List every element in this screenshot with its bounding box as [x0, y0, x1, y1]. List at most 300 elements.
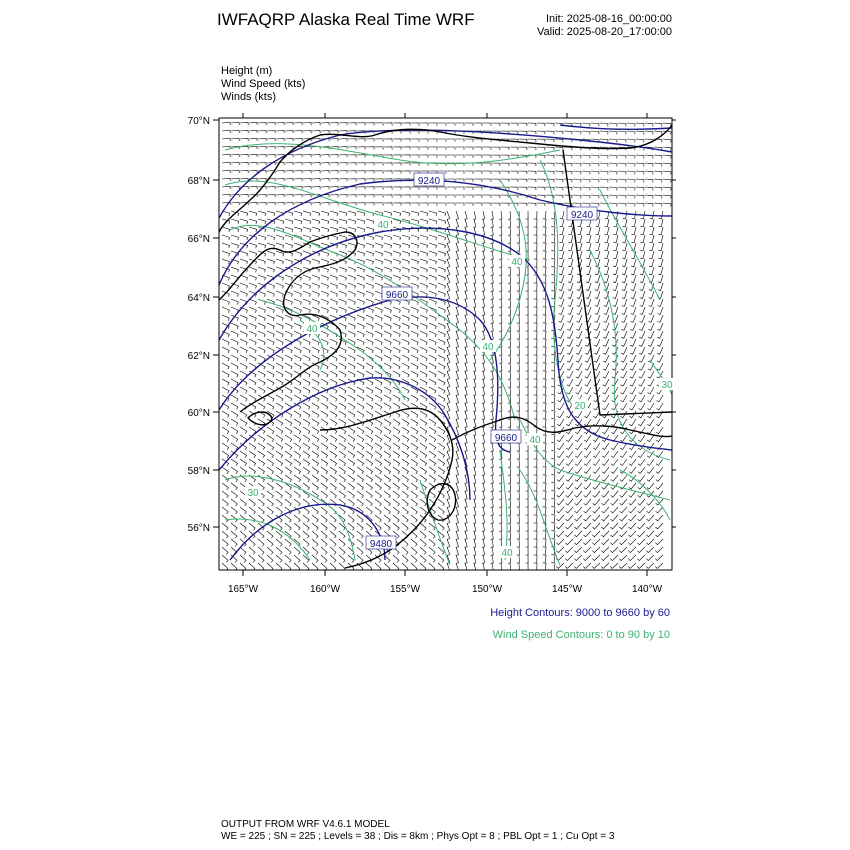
- wind-barb: [294, 363, 301, 369]
- wind-barb: [384, 203, 392, 206]
- wind-barb: [411, 243, 419, 248]
- wind-barb: [249, 299, 256, 305]
- wind-barb: [559, 259, 564, 267]
- wind-barb: [456, 259, 459, 268]
- wind-barb: [508, 315, 511, 323]
- wind-barb: [258, 307, 265, 313]
- wind-barb: [384, 259, 392, 264]
- wind-barb: [420, 147, 428, 150]
- wind-barb: [656, 427, 663, 434]
- wind-barb: [551, 283, 555, 291]
- wind-barb: [420, 523, 426, 530]
- wind-barb: [640, 283, 645, 291]
- wind-barb: [648, 379, 654, 386]
- wind-barb: [375, 163, 383, 166]
- wind-barb: [303, 211, 311, 216]
- wind-barb: [402, 491, 408, 498]
- wind-barb: [258, 315, 265, 321]
- wind-barb: [402, 267, 410, 272]
- wind-barb: [629, 507, 636, 513]
- wind-barb: [456, 291, 459, 300]
- wind-barb: [231, 130, 239, 133]
- wind-barb: [645, 203, 653, 207]
- wind-barb: [420, 555, 426, 562]
- wind-barb: [639, 339, 645, 346]
- wind-barb: [258, 130, 266, 133]
- wind-barb: [647, 459, 654, 466]
- wind-barb: [613, 283, 618, 291]
- wind-barb: [618, 163, 626, 166]
- wind-barb: [645, 187, 653, 191]
- wind-barb: [393, 499, 399, 506]
- wind-barb: [482, 435, 485, 443]
- wind-barb: [285, 122, 293, 125]
- wind-barb: [447, 267, 450, 276]
- wind-barb: [240, 331, 247, 337]
- wind-barb: [348, 459, 355, 466]
- wind-barb: [465, 299, 468, 308]
- wind-barb: [393, 259, 401, 264]
- wind-barb: [348, 411, 355, 418]
- wind-barb: [543, 467, 546, 475]
- wind-barb: [456, 331, 459, 340]
- wind-barb: [573, 171, 581, 174]
- wind-barb: [491, 475, 494, 483]
- wind-barb: [249, 395, 256, 401]
- wind-barb: [473, 251, 476, 260]
- wind-barb: [658, 307, 663, 315]
- wind-barb: [339, 171, 347, 174]
- wind-barb: [569, 227, 574, 235]
- wind-barb: [551, 267, 555, 275]
- wind-barb: [420, 259, 428, 264]
- wind-barb: [543, 491, 546, 499]
- wind-barb: [551, 475, 555, 483]
- wind-barb: [456, 387, 459, 396]
- wind-barb: [641, 219, 645, 227]
- wind-barb: [321, 491, 327, 498]
- wind-barb: [285, 411, 292, 418]
- wind-barb: [551, 227, 555, 235]
- wind-barb: [348, 299, 355, 305]
- wind-barb: [499, 219, 502, 227]
- wind-barb: [483, 171, 491, 174]
- wind-barb: [312, 515, 318, 522]
- wind-barb: [525, 555, 528, 563]
- wind-barb: [658, 243, 663, 251]
- wind-barb: [575, 435, 582, 442]
- wind-barb: [473, 331, 476, 340]
- wind-barb: [456, 547, 459, 556]
- wind-barb: [294, 347, 301, 353]
- wind-barb: [560, 227, 565, 235]
- wind-barb: [240, 194, 248, 197]
- wind-barb: [249, 162, 257, 165]
- wind-barb: [411, 467, 418, 474]
- wind-barb: [534, 387, 537, 395]
- wind-barb: [575, 467, 582, 473]
- wind-barb: [473, 459, 476, 468]
- wind-barb: [456, 283, 459, 292]
- wind-barb: [393, 443, 400, 450]
- wind-barb: [620, 499, 627, 505]
- wind-barb: [585, 363, 591, 370]
- wind-barb: [339, 163, 347, 166]
- wind-barb: [618, 139, 626, 142]
- wind-barb: [631, 243, 636, 251]
- wind-barb: [508, 467, 511, 475]
- wind-barb: [525, 355, 528, 363]
- wind-barb: [499, 267, 502, 275]
- wind-barb: [594, 323, 600, 330]
- wind-barb: [648, 395, 654, 402]
- wind-barb: [231, 555, 237, 562]
- wind-barb: [559, 299, 564, 307]
- wind-barb: [631, 235, 636, 243]
- wind-barb: [384, 339, 391, 345]
- wind-barb: [285, 243, 293, 248]
- wind-barb: [551, 379, 555, 387]
- wind-barb: [655, 539, 663, 545]
- wind-barb: [285, 371, 292, 377]
- wind-barb: [555, 155, 563, 158]
- wind-barb: [491, 243, 494, 251]
- wind-barb: [525, 315, 528, 323]
- wind-barb: [267, 547, 273, 554]
- wind-barb: [482, 523, 485, 531]
- wind-barb: [465, 435, 468, 444]
- wind-barb: [357, 483, 363, 490]
- wind-barb: [482, 387, 485, 395]
- wind-barb: [612, 355, 618, 362]
- wind-barb: [366, 179, 374, 182]
- wind-barb: [249, 323, 256, 329]
- wind-barb: [366, 251, 374, 256]
- height-contour-line: [230, 504, 385, 560]
- wind-barb: [465, 267, 468, 276]
- wind-barb: [339, 491, 345, 498]
- wind-barb: [339, 323, 346, 329]
- wind-barb: [294, 515, 300, 522]
- wind-barb: [657, 339, 663, 346]
- wind-barb: [276, 355, 283, 361]
- wind-barb: [499, 515, 502, 523]
- wind-barb: [267, 186, 275, 189]
- wind-barb: [473, 347, 476, 356]
- wind-barb: [543, 395, 546, 403]
- wind-barb: [534, 211, 537, 219]
- wind-barb: [456, 403, 459, 412]
- wind-barb: [231, 202, 239, 205]
- wind-barb: [447, 379, 450, 388]
- wind-barb: [330, 155, 338, 158]
- wind-barb: [267, 194, 275, 197]
- wind-barb: [658, 235, 663, 243]
- wind-barb: [604, 251, 609, 259]
- wind-barb: [465, 371, 468, 380]
- wind-barb: [312, 523, 318, 530]
- wind-barb: [517, 235, 520, 243]
- wind-barb: [595, 291, 600, 299]
- wind-barb: [473, 451, 476, 460]
- wind-barb: [525, 323, 528, 331]
- wind-barb: [294, 563, 300, 571]
- wind-barb: [303, 219, 311, 224]
- wind-barb: [411, 131, 419, 134]
- wind-barb: [303, 291, 310, 297]
- wind-barb: [267, 331, 274, 337]
- wind-barb: [375, 515, 381, 522]
- wind-barb: [582, 195, 590, 198]
- wind-barb: [525, 531, 528, 539]
- wind-barb: [603, 323, 609, 330]
- wind-barb: [294, 395, 301, 401]
- wind-barb: [438, 563, 444, 571]
- wind-barb: [231, 291, 238, 297]
- wind-barb: [321, 283, 329, 289]
- wind-barb: [534, 323, 537, 331]
- wind-barb: [482, 491, 485, 499]
- wind-barb: [267, 395, 274, 401]
- wind-barb: [602, 523, 610, 529]
- wind-barb: [276, 331, 283, 337]
- wind-barb: [564, 155, 572, 158]
- wind-barb: [537, 131, 545, 134]
- lon-label: 145°W: [551, 584, 583, 595]
- wind-barb: [575, 411, 582, 418]
- wind-barb: [639, 379, 645, 386]
- wind-barb: [312, 187, 320, 190]
- wind-barb: [420, 507, 426, 514]
- wind-barb: [411, 307, 418, 313]
- wind-barb: [519, 203, 527, 206]
- wind-barb: [321, 347, 328, 353]
- wind-barb: [537, 203, 545, 206]
- wind-barb: [447, 147, 455, 150]
- wind-barb: [482, 403, 485, 411]
- wind-barb: [638, 515, 645, 521]
- wind-barb: [551, 443, 555, 451]
- wind-barb: [474, 123, 482, 126]
- wind-barb: [638, 459, 645, 466]
- wind-barb: [465, 395, 468, 404]
- wind-barb: [510, 179, 518, 182]
- wind-barb: [375, 235, 383, 240]
- wind-barb: [384, 355, 391, 361]
- wind-barb: [222, 186, 230, 189]
- wind-barb: [402, 331, 409, 337]
- wind-barb: [411, 547, 417, 554]
- wind-barb: [603, 339, 609, 346]
- wind-barb: [240, 219, 248, 224]
- wind-barb: [357, 491, 363, 498]
- wind-barb: [557, 491, 564, 497]
- wind-barb: [348, 275, 356, 280]
- wind-barb: [447, 539, 450, 548]
- wind-barb: [375, 355, 382, 361]
- wind-barb: [551, 251, 555, 259]
- wind-barb: [330, 307, 337, 313]
- wind-barb: [222, 515, 228, 522]
- wind-barb: [276, 291, 283, 297]
- wind-barb: [659, 211, 663, 219]
- wind-barb: [222, 523, 228, 530]
- wind-barb: [366, 147, 374, 150]
- wind-barb: [499, 467, 502, 475]
- wind-barb: [312, 219, 320, 224]
- wind-barb: [411, 419, 418, 426]
- wind-barb: [276, 122, 284, 125]
- wind-barb: [604, 235, 609, 243]
- wind-barb: [231, 122, 239, 125]
- wind-barb: [499, 395, 502, 403]
- wind-barb: [465, 187, 473, 190]
- wind-barb: [528, 163, 536, 166]
- wind-barb: [348, 283, 356, 289]
- wind-barb: [429, 291, 436, 297]
- wind-barb: [575, 451, 582, 458]
- wind-barb: [231, 307, 238, 313]
- wind-barb: [483, 179, 491, 182]
- wind-barb: [595, 251, 600, 259]
- wind-barb: [640, 243, 645, 251]
- wind-barb: [465, 539, 468, 548]
- wind-barb: [551, 291, 555, 299]
- wind-barb: [411, 395, 418, 401]
- wind-barb: [276, 483, 282, 490]
- wind-barb: [612, 347, 618, 354]
- wind-barb: [258, 435, 265, 442]
- wind-barb: [557, 443, 564, 450]
- wind-barb: [567, 323, 573, 330]
- wind-barb: [528, 179, 536, 182]
- wind-barb: [312, 211, 320, 216]
- wind-barb: [482, 227, 485, 235]
- wind-barb: [620, 507, 627, 513]
- wind-barb: [312, 459, 319, 466]
- wind-barb: [348, 123, 356, 126]
- wind-barb: [456, 179, 464, 182]
- wind-barb: [525, 275, 528, 283]
- wind-barb: [339, 403, 346, 409]
- wind-barb: [551, 499, 555, 507]
- wind-barb: [627, 203, 635, 206]
- wind-barb: [393, 347, 400, 353]
- wind-barb: [285, 523, 291, 530]
- wind-barb: [249, 515, 255, 522]
- wind-barb: [601, 539, 609, 545]
- wind-barb: [285, 491, 291, 498]
- wind-barb: [602, 531, 610, 537]
- wind-barb: [647, 419, 654, 426]
- wind-barb: [267, 259, 275, 264]
- wind-barb: [366, 243, 374, 248]
- wind-barb: [411, 211, 419, 216]
- wind-barb: [294, 171, 302, 174]
- wind-barb: [510, 123, 518, 126]
- wind-barb: [357, 187, 365, 190]
- wind-barb: [491, 515, 494, 523]
- wind-barb: [438, 323, 445, 329]
- wind-barb: [366, 467, 373, 474]
- wind-barb: [276, 299, 283, 305]
- wind-barb: [258, 451, 265, 458]
- wind-barb: [602, 491, 609, 497]
- wind-barb: [267, 339, 274, 345]
- wind-barb: [636, 163, 644, 167]
- wind-barb: [501, 155, 509, 158]
- wind-barb: [429, 203, 437, 206]
- wind-barb: [321, 155, 329, 158]
- wind-barb: [312, 355, 319, 361]
- wind-barb: [595, 243, 600, 251]
- wind-contour-label: 30: [661, 380, 673, 391]
- wind-barb: [267, 403, 274, 409]
- wind-barb: [558, 315, 564, 322]
- wind-barb: [321, 435, 328, 442]
- wind-barb: [402, 339, 409, 345]
- wind-barb: [357, 139, 365, 142]
- wind-barb: [420, 131, 428, 134]
- wind-barb: [438, 459, 445, 466]
- wind-barb: [650, 219, 654, 227]
- wind-barb: [285, 347, 292, 353]
- wind-barb: [618, 179, 626, 182]
- wind-barb: [384, 211, 392, 216]
- wind-barb: [249, 467, 256, 474]
- wind-barb: [465, 443, 468, 452]
- wind-barb: [339, 307, 346, 313]
- wind-barb: [330, 395, 337, 401]
- wind-barb: [312, 467, 319, 474]
- wind-barb: [628, 539, 636, 545]
- wind-barb: [456, 499, 459, 508]
- wind-barb: [659, 219, 663, 227]
- wind-barb: [566, 443, 573, 450]
- wind-barb: [630, 403, 637, 410]
- wind-contour-legend: Wind Speed Contours: 0 to 90 by 10: [492, 629, 670, 641]
- wind-barb: [499, 283, 502, 291]
- wind-barb: [602, 475, 609, 481]
- wind-barb: [447, 403, 450, 412]
- wind-barb: [330, 139, 338, 142]
- wind-barb: [582, 123, 590, 126]
- wind-barb: [663, 171, 671, 175]
- wind-barb: [573, 131, 581, 134]
- wind-barb: [267, 379, 274, 385]
- wind-barb: [604, 267, 609, 275]
- lat-label: 60°N: [187, 408, 210, 419]
- wind-barb: [546, 179, 554, 182]
- wind-barb: [231, 235, 239, 240]
- wind-barb: [294, 419, 301, 426]
- wind-barb: [276, 243, 284, 248]
- wind-barb: [499, 259, 502, 267]
- wind-barb: [384, 563, 390, 571]
- wind-barb: [402, 419, 409, 426]
- wind-barb: [534, 291, 537, 299]
- wind-barb: [276, 130, 284, 133]
- wind-barb: [384, 475, 391, 482]
- wind-barb: [499, 307, 502, 315]
- wind-barb: [339, 563, 345, 571]
- wind-barb: [525, 211, 528, 219]
- wind-barb: [577, 299, 582, 307]
- wind-barb: [411, 331, 418, 337]
- wind-barb: [648, 403, 655, 410]
- wind-barb: [492, 147, 500, 150]
- wind-barb: [276, 307, 283, 313]
